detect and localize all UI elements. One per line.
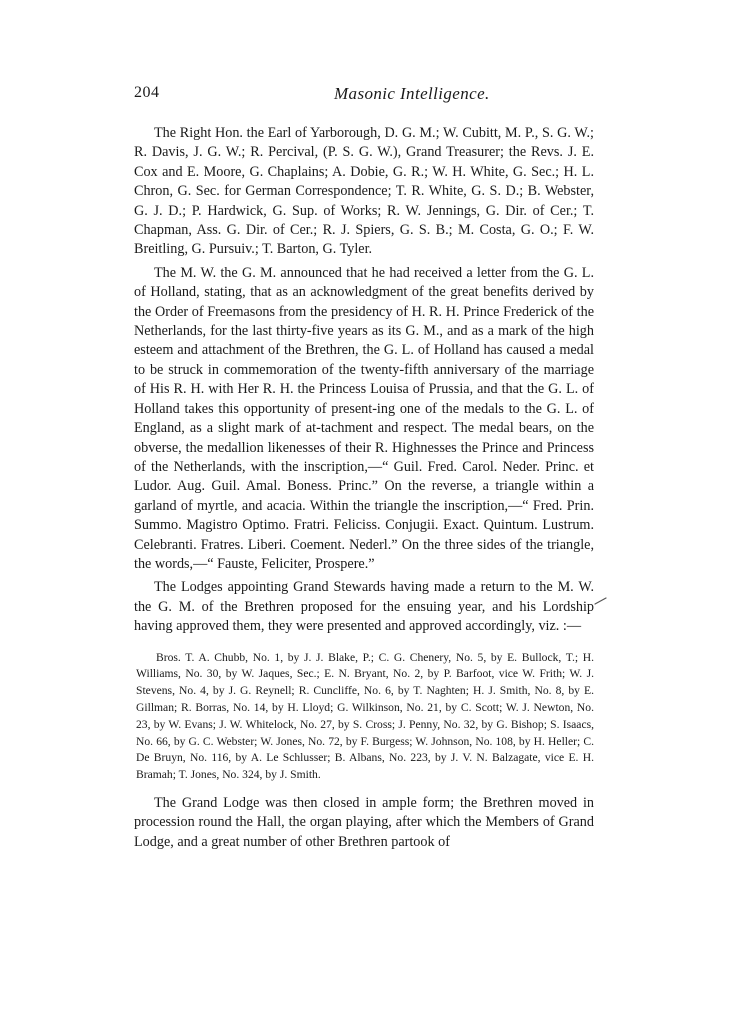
pencil-mark-icon [594, 596, 608, 606]
paragraph-lodge-closed: The Grand Lodge was then closed in ample form; the Brethren moved in procession round the Hall, the organ playing, after which the Members of Grand Lodge, and a great number of other Brethren partook of [134, 794, 594, 850]
paragraph-stewards-list: Bros. T. A. Chubb, No. 1, by J. J. Blake, P.; C. G. Chenery, No. 5, by E. Bullock, T.; H. Williams, No. 30, by W. Jaques, Sec.; E. N. Bryant, No. 2, by P. Barfoot, vice W. Frith; W. J. Stevens, No. 4, by J. G. Reynell; R. Cuncliffe, No. 6, by T. Naghten; H. J. Smith, No. 8, by E. Gillman; R. Borras, No. 14, by H. Lloyd; G. Wilkinson, No. 21, by C. Scott; W. J. Newton, No. 23, by W. Evans; J. W. Whitelock, No. 27, by S. Cross; J. Penny, No. 32, by G. Bishop; S. Isaacs, No. 66, by G. C. Webster; W. Jones, No. 72, by F. Burgess; W. Johnson, No. 108, by H. Heller; C. De Bruyn, No. 116, by A. Le Schlusser; B. Albans, No. 223, by J. V. N. Balzagate, vice E. H. Bramah; T. Jones, No. 324, by J. Smith. [136, 650, 594, 782]
page-header [134, 84, 594, 108]
running-title: Masonic Intelligence. [334, 84, 490, 103]
paragraph-holland-medal: The M. W. the G. M. announced that he had received a letter from the G. L. of Holland, stating, that as an acknowledgment of the great benefits derived by the Order of Freemasons from the presidency of H. R. H. Prince Frederick of the Netherlands, for the last thirty-five years as its G. M., and as a mark of the high esteem and attachment of the Brethren, the G. L. of Holland has caused a medal to be struck in commemoration of the twenty-fifth anniversary of the marriage of His R. H. with Her R. H. the Princess Louisa of Prussia, and that the G. L. of Holland takes this opportunity of present-ing one of the medals to the G. L. of England, as a slight mark of at-tachment and respect. The medal bears, on the obverse, the medallion likenesses of their R. Highnesses the Prince and Princess of the Netherlands, with the inscription,—“ Guil. Fred. Carol. Neder. Princ. et Ludor. Aug. Guil. Amal. Boness. Princ.” On the reverse, a triangle within a garland of myrtle, and acacia. Within the triangle the inscription,—“ Fred. Prin. Summo. Magistro Optimo. Fratri. Feliciss. Conjugii. Exact. Quintum. Lustrum. Celebranti. Fratres. Liberi. Coement. Nederl.” On the three sides of the triangle, the words,—“ Fauste, Feliciter, Prospere.” [134, 264, 594, 572]
page-number: 204 [134, 84, 160, 101]
page-body [134, 124, 594, 852]
paragraph-officers-list: The Right Hon. the Earl of Yarborough, D. G. M.; W. Cubitt, M. P., S. G. W.; R. Davis, J. G. W.; R. Percival, (P. S. G. W.), Grand Treasurer; the Revs. J. E. Cox and E. Moore, G. Chaplains; A. Dobie, G. R.; W. H. White, G. Sec.; H. L. Chron, G. Sec. for German Correspondence; T. R. White, G. S. D.; B. Webster, G. J. D.; P. Hardwick, G. Sup. of Works; R. W. Jennings, G. Dir. of Cer.; T. Chapman, Ass. G. Dir. of Cer.; R. J. Spiers, G. S. B.; M. Costa, G. O.; F. W. Breitling, G. Pursuiv.; T. Barton, G. Tyler. [134, 125, 594, 258]
paragraph-grand-stewards: The Lodges appointing Grand Stewards having made a return to the M. W. the G. M. of the Brethren proposed for the ensuing year, and his Lordship having approved them, they were presented and approved accordingly, viz. :— [134, 579, 594, 635]
